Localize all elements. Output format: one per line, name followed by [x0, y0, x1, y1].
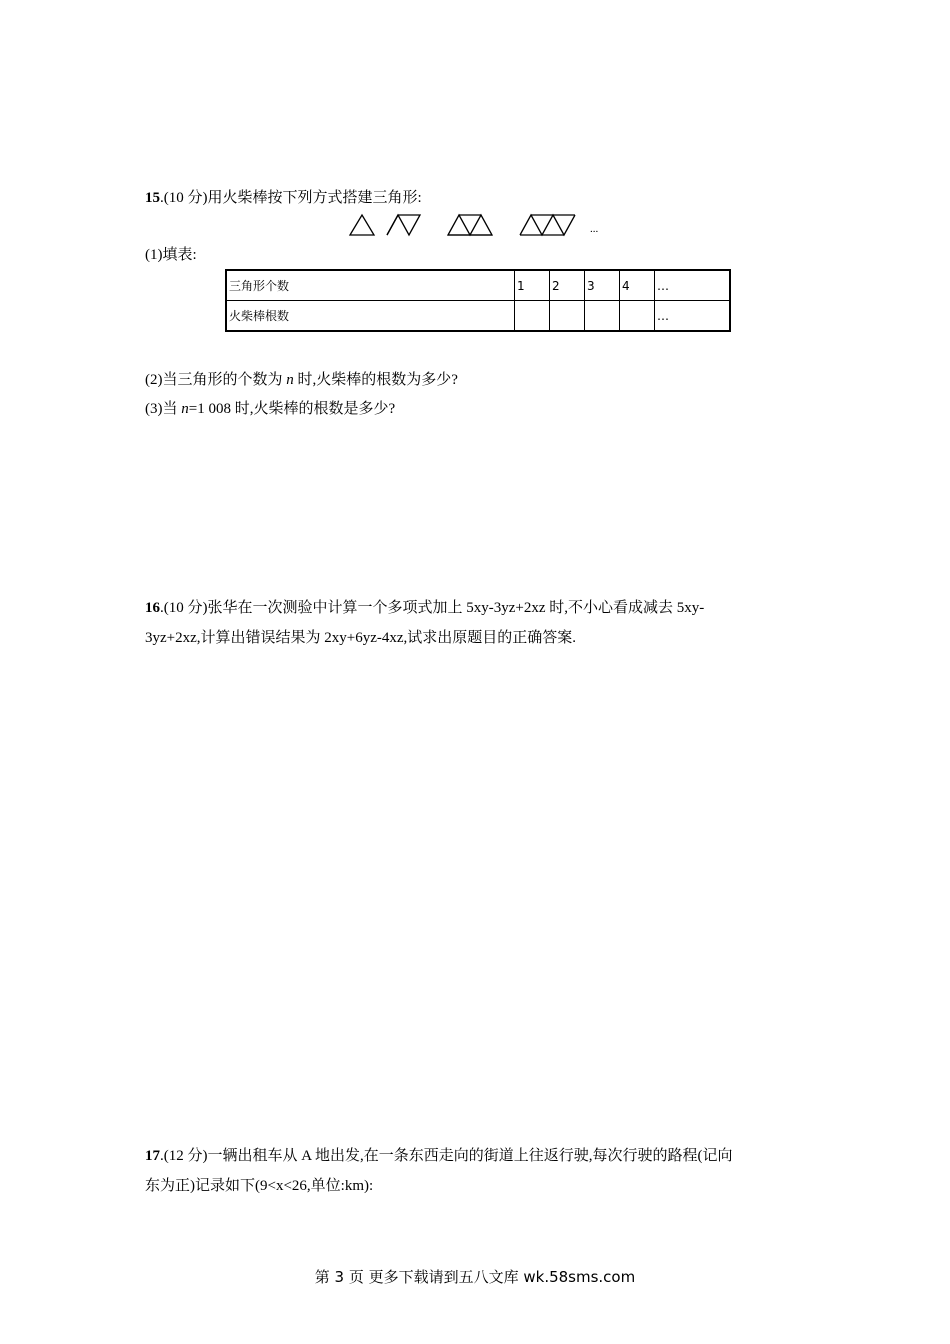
table-cell	[550, 301, 585, 332]
q15-part2-text-end: 时,火柴棒的根数为多少?	[293, 372, 458, 388]
page-footer: 第 3 页 更多下载请到五八文库 wk.58sms.com	[314, 1268, 636, 1286]
triangle-figure-2b	[387, 215, 398, 235]
q17-text: .(12 分)一辆出租车从 A 地出发,在一条东西走向的街道上往返行驶,每次行驶的路程(记向	[160, 1148, 733, 1164]
table-row	[226, 301, 730, 332]
table-row	[226, 270, 730, 301]
matchstick-triangles-figure	[346, 212, 616, 238]
table-cell: 3	[585, 270, 620, 301]
q16-text: .(10 分)张华在一次测验中计算一个多项式加上 5xy-3yz+2xz 时,不小心看成减去 5xy-	[160, 600, 705, 616]
q15-part2	[145, 370, 458, 390]
q16-number: 16	[145, 600, 160, 616]
q15-heading	[145, 188, 422, 208]
table-cell: 4	[620, 270, 655, 301]
table-cell: 2	[550, 270, 585, 301]
figure-ellipsis: ...	[590, 223, 599, 235]
q16-line1	[145, 598, 704, 618]
table-cell: …	[655, 270, 731, 301]
table-cell: …	[655, 301, 731, 332]
variable-n: n	[286, 372, 294, 388]
table-cell	[620, 301, 655, 332]
variable-n: n	[181, 401, 189, 417]
q15-part3	[145, 399, 395, 419]
q17-line2: 东为正)记录如下(9<x<26,单位:km):	[145, 1178, 374, 1194]
q15-part3-text-end: =1 008 时,火柴棒的根数是多少?	[188, 401, 396, 417]
triangle-figure-1	[350, 215, 374, 235]
q15-part3-text: (3)当	[145, 401, 182, 417]
q15-part1: (1)填表:	[145, 247, 197, 263]
q15-text: .(10 分)用火柴棒按下列方式搭建三角形:	[160, 190, 422, 206]
table-row-label: 火柴棒根数	[226, 301, 515, 332]
fill-in-table	[225, 269, 731, 332]
q17-number: 17	[145, 1148, 160, 1164]
q15-part2-text: (2)当三角形的个数为	[145, 372, 287, 388]
table-cell	[515, 301, 550, 332]
table-cell: 1	[515, 270, 550, 301]
q17-line1	[145, 1146, 733, 1166]
table-row-label: 三角形个数	[226, 270, 515, 301]
triangle-figure-3	[448, 215, 492, 235]
triangle-figure-4	[520, 215, 575, 235]
table-cell	[585, 301, 620, 332]
q16-line2: 3yz+2xz,计算出错误结果为 2xy+6yz-4xz,试求出原题目的正确答案.	[145, 630, 577, 646]
q15-number: 15	[145, 190, 160, 206]
